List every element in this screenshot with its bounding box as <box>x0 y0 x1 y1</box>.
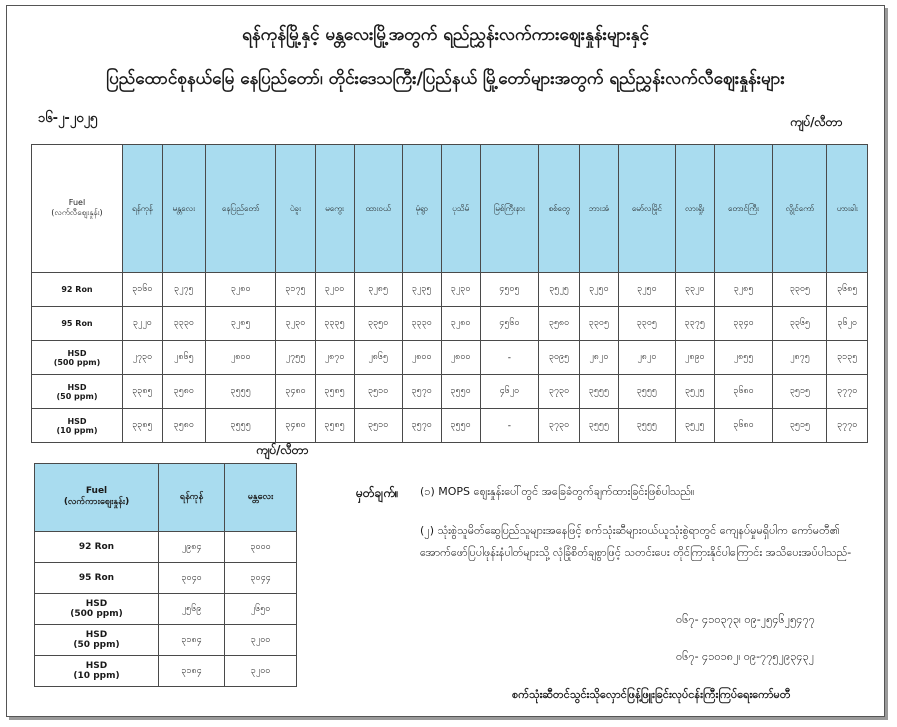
price-cell: ၃၃၀၅ <box>773 273 827 307</box>
fuel-grade: (500 ppm) <box>53 357 101 367</box>
price-cell: ၃၅၈၀ <box>162 409 205 443</box>
city-header: လွိုင်ကော် <box>773 145 827 273</box>
price-cell: ၃၅၅၀ <box>441 409 480 443</box>
price-cell: ၂၈၉၀ <box>675 341 714 375</box>
price-cell: ၄၅၆၀ <box>480 307 539 341</box>
price-cell: ၃၃၅၀ <box>354 307 402 341</box>
table-row <box>32 375 868 409</box>
price-cell: - <box>480 341 539 375</box>
fuel-name: HSD <box>85 630 108 640</box>
price-cell: ၃၁၆၀ <box>123 273 163 307</box>
retail-unit: ကျပ်/လီတာ <box>790 115 843 129</box>
title-line-2: ပြည်ထောင်စုနယ်မြေ နေပြည်တော်၊ တိုင်းဒေသကြီး/ပြည်နယ် မြို့တော်များအတွက် ရည်ညွှန်းလက်လီဈေးနှုန်းများ <box>106 69 785 89</box>
fuel-name: 95 Ron <box>78 573 115 583</box>
price-cell: ၃၁၈၄ <box>159 656 225 687</box>
corner-label-type: (လက်ကားဈေးနှုန်း) <box>63 497 130 507</box>
price-cell: ၃၂၅၀ <box>579 273 618 307</box>
fuel-label <box>35 532 159 563</box>
fuel-grade: (10 ppm) <box>73 671 120 681</box>
price-cell: ၃၂၅၀ <box>618 273 675 307</box>
price-cell: ၃၅၂၅ <box>675 409 714 443</box>
wholesale-unit: ကျပ်/လီတာ <box>256 443 309 457</box>
notes-heading: မှတ်ချက်။ <box>356 486 399 500</box>
city-header: ပုသိမ် <box>441 145 480 273</box>
price-cell: ၃၂၇၅ <box>162 273 205 307</box>
retail-price-table <box>31 144 868 443</box>
note-2: (၂) သုံးစွဲသူမိတ်ဆွေပြည်သူများအနေဖြင့် စက်သုံးဆီများဝယ်ယူသုံးစွဲရာတွင် ကျေနပ်မှုမရှိပါက ကော်မတီ၏ အောက်ဖော်ပြပါဖုန်းနံပါတ်များသို့ လုံခြုံစိတ်ချစွာဖြင့် သတင်းပေး တိုင်ကြားနိုင်ပါကြောင်း အသိပေးအပ်ပါသည်- <box>420 524 852 559</box>
fuel-name: 92 Ron <box>78 542 115 552</box>
fuel-name: HSD <box>67 416 87 426</box>
price-cell: ၃၃၀၅ <box>579 307 618 341</box>
fuel-name: HSD <box>67 348 87 358</box>
table-row <box>32 409 868 443</box>
price-cell: ၃၂၀၀ <box>225 625 297 656</box>
price-cell: ၃၂၈၅ <box>354 273 402 307</box>
price-cell: ၂၈၀၀ <box>441 341 480 375</box>
price-cell: ၃၆၈၀ <box>714 409 773 443</box>
price-cell: ၂၈၇၀ <box>315 341 354 375</box>
price-cell: ၃၃၃၅ <box>315 307 354 341</box>
price-cell: ၂၈၇၅ <box>773 341 827 375</box>
price-cell: ၃၅၅၅ <box>618 409 675 443</box>
city-header: မော်လမြိုင် <box>618 145 675 273</box>
title-line-1: ရန်ကုန်မြို့နှင့် မန္တလေးမြို့အတွက် ရည်ညွှန်းလက်ကားဈေးနှုန်းများနှင့် <box>242 25 649 45</box>
wholesale-table-body <box>35 532 297 687</box>
city-header: တောင်ကြီး <box>714 145 773 273</box>
price-cell: ၃၅၂၅ <box>539 273 580 307</box>
fuel-label <box>32 409 123 443</box>
price-cell: ၂၈၅၅ <box>714 341 773 375</box>
fuel-name: HSD <box>85 599 108 609</box>
price-cell: ၃၃၈၅ <box>123 409 163 443</box>
price-cell: ၃၂၃၀ <box>441 273 480 307</box>
price-cell: ၃၃၇၅ <box>675 307 714 341</box>
price-cell: ၄၅၀၅ <box>480 273 539 307</box>
price-cell: ၃၄၈၀ <box>276 375 315 409</box>
wholesale-table-header <box>35 464 297 532</box>
fuel-name: 95 Ron <box>61 319 93 328</box>
price-cell: ၃၆၈၅ <box>827 273 868 307</box>
fuel-name: HSD <box>67 382 87 392</box>
phone-numbers-2: ၀၆၇- ၄၁၀၁၈၂၊ ၀၉-၇၇၅၂၉၃၄၃၂ <box>676 650 815 663</box>
note-1: (၁) MOPS ဈေးနှုန်းပေါ်တွင် အခြေခံတွက်ချက်ထားခြင်းဖြစ်ပါသည်။ <box>420 485 695 498</box>
price-cell: ၃၀၉၅ <box>539 341 580 375</box>
fuel-grade: (500 ppm) <box>70 609 123 619</box>
fuel-name: 92 Ron <box>61 285 93 294</box>
table-row <box>35 656 297 687</box>
table-row <box>35 625 297 656</box>
city-header: နေပြည်တော် <box>205 145 276 273</box>
fuel-grade: (50 ppm) <box>56 391 98 401</box>
fuel-label <box>35 625 159 656</box>
price-cell: ၃၁၇၅ <box>276 273 315 307</box>
price-cell: ၃၀၀၀ <box>225 532 297 563</box>
city-header: မုံရွာ <box>402 145 441 273</box>
retail-table-header <box>32 145 868 273</box>
price-cell: ၃၂၃၀ <box>276 307 315 341</box>
price-cell: ၃၃၄၀ <box>714 307 773 341</box>
city-header: ပဲခူး <box>276 145 315 273</box>
wholesale-corner-header <box>35 464 159 532</box>
city-header: မကွေး <box>315 145 354 273</box>
fuel-grade: (50 ppm) <box>73 640 120 650</box>
table-row <box>35 594 297 625</box>
price-cell: ၃၂၃၅ <box>402 273 441 307</box>
price-cell: ၃၅၈၅ <box>315 375 354 409</box>
retail-table-body <box>32 273 868 443</box>
price-cell: ၃၅၅၅ <box>579 409 618 443</box>
price-cell: ၂၉၈၄ <box>159 532 225 563</box>
price-cell: ၃၀၄၄ <box>225 563 297 594</box>
fuel-label <box>35 656 159 687</box>
price-cell: ၃၂၈၀ <box>441 307 480 341</box>
price-cell: ၃၅၁၅ <box>773 409 827 443</box>
price-cell: ၂၆၅၀ <box>225 594 297 625</box>
price-cell: ၃၅၅၅ <box>205 375 276 409</box>
price-cell: ၃၂၀၀ <box>225 656 297 687</box>
price-cell: ၃၅၁၅ <box>773 375 827 409</box>
price-cell: ၃၇၇၀ <box>827 409 868 443</box>
price-cell: ၃၅၇၀ <box>402 409 441 443</box>
price-cell: ၃၅၇၀ <box>402 375 441 409</box>
price-cell: ၃၅၈၀ <box>539 307 580 341</box>
price-cell: ၃၃၂၀ <box>675 273 714 307</box>
price-cell: ၂၈၂၀ <box>618 341 675 375</box>
price-cell: ၃၂၈၅ <box>714 273 773 307</box>
price-cell: ၃၆၈၀ <box>714 375 773 409</box>
price-cell: ၂၇၅၅ <box>276 341 315 375</box>
wholesale-price-table <box>34 463 297 687</box>
fuel-label <box>32 273 123 307</box>
price-cell: ၃၂၀၀ <box>315 273 354 307</box>
fuel-label <box>32 375 123 409</box>
city-header: မန္တလေး <box>162 145 205 273</box>
price-cell: ၃၁၃၅ <box>827 341 868 375</box>
corner-label-fuel: Fuel <box>68 198 86 207</box>
price-cell: ၃၅၈၀ <box>162 375 205 409</box>
price-cell: ၃၃၈၅ <box>123 375 163 409</box>
city-header: လားရှိုး <box>675 145 714 273</box>
city-header: ရန်ကုန် <box>159 464 225 532</box>
price-cell: ၃၃၆၅ <box>773 307 827 341</box>
date: ၁၆-၂-၂၀၂၅ <box>38 111 98 126</box>
city-header: မြစ်ကြီးနား <box>480 145 539 273</box>
city-header: ရန်ကုန် <box>123 145 163 273</box>
price-cell: ၃၇၃၀ <box>539 375 580 409</box>
price-cell: ၄၆၂၀ <box>480 375 539 409</box>
price-cell: ၃၅၅၅ <box>579 375 618 409</box>
fuel-label <box>32 307 123 341</box>
price-cell: ၂၈၂၀ <box>579 341 618 375</box>
committee-signature: စက်သုံးဆီတင်သွင်းသိုလှောင်ဖြန့်ဖြူးခြင်းလုပ်ငန်းကြီးကြပ်ရေးကော်မတီ <box>512 688 791 701</box>
price-cell: ၂၈၆၅ <box>162 341 205 375</box>
price-cell: ၃၇၃၀ <box>539 409 580 443</box>
price-cell: ၂၈၀၀ <box>402 341 441 375</box>
table-row <box>35 563 297 594</box>
price-cell: ၃၅၈၅ <box>315 409 354 443</box>
price-cell: ၃၅၅၅ <box>618 375 675 409</box>
corner-label-type: (လက်လီဈေးနှုန်း) <box>51 208 103 217</box>
phone-numbers-1: ၀၆၇- ၄၁၀၃၇၃၊ ၀၉-၂၅၄၆၂၅၄၇၇ <box>676 613 815 626</box>
retail-corner-header <box>32 145 123 273</box>
price-cell: ၃၅၁၀ <box>354 409 402 443</box>
price-cell: ၂၅၆၉ <box>159 594 225 625</box>
price-cell: ၃၅၂၅ <box>675 375 714 409</box>
fuel-label <box>35 594 159 625</box>
price-cell: ၃၂၈၅ <box>205 307 276 341</box>
price-cell: ၃၃၃၀ <box>162 307 205 341</box>
fuel-grade: (10 ppm) <box>56 425 98 435</box>
price-cell: - <box>480 409 539 443</box>
price-cell: ၃၇၇၀ <box>827 375 868 409</box>
city-header: ဘားအံ <box>579 145 618 273</box>
price-cell: ၃၅၅၅ <box>205 409 276 443</box>
fuel-label <box>32 341 123 375</box>
table-row <box>35 532 297 563</box>
price-cell: ၃၃၃၀ <box>402 307 441 341</box>
city-header: ထားဝယ် <box>354 145 402 273</box>
table-row <box>32 273 868 307</box>
corner-label-fuel: Fuel <box>85 486 108 496</box>
city-header: ဟားခါး <box>827 145 868 273</box>
table-row <box>32 307 868 341</box>
price-cell: ၂၇၃၀ <box>123 341 163 375</box>
price-cell: ၃၃၀၅ <box>618 307 675 341</box>
price-cell: ၃၁၈၄ <box>159 625 225 656</box>
price-cell: ၃၆၂၀ <box>827 307 868 341</box>
city-header: စစ်တွေ <box>539 145 580 273</box>
table-row <box>32 341 868 375</box>
price-cell: ၃၄၈၀ <box>276 409 315 443</box>
price-cell: ၂၈၀၀ <box>205 341 276 375</box>
price-cell: ၃၂၈၀ <box>205 273 276 307</box>
price-cell: ၂၈၆၅ <box>354 341 402 375</box>
city-header: မန္တလေး <box>225 464 297 532</box>
price-cell: ၃၅၁၀ <box>354 375 402 409</box>
price-cell: ၃၅၅၀ <box>441 375 480 409</box>
fuel-name: HSD <box>85 661 108 671</box>
fuel-label <box>35 563 159 594</box>
price-cell: ၃၂၂၀ <box>123 307 163 341</box>
price-cell: ၃၀၄၀ <box>159 563 225 594</box>
